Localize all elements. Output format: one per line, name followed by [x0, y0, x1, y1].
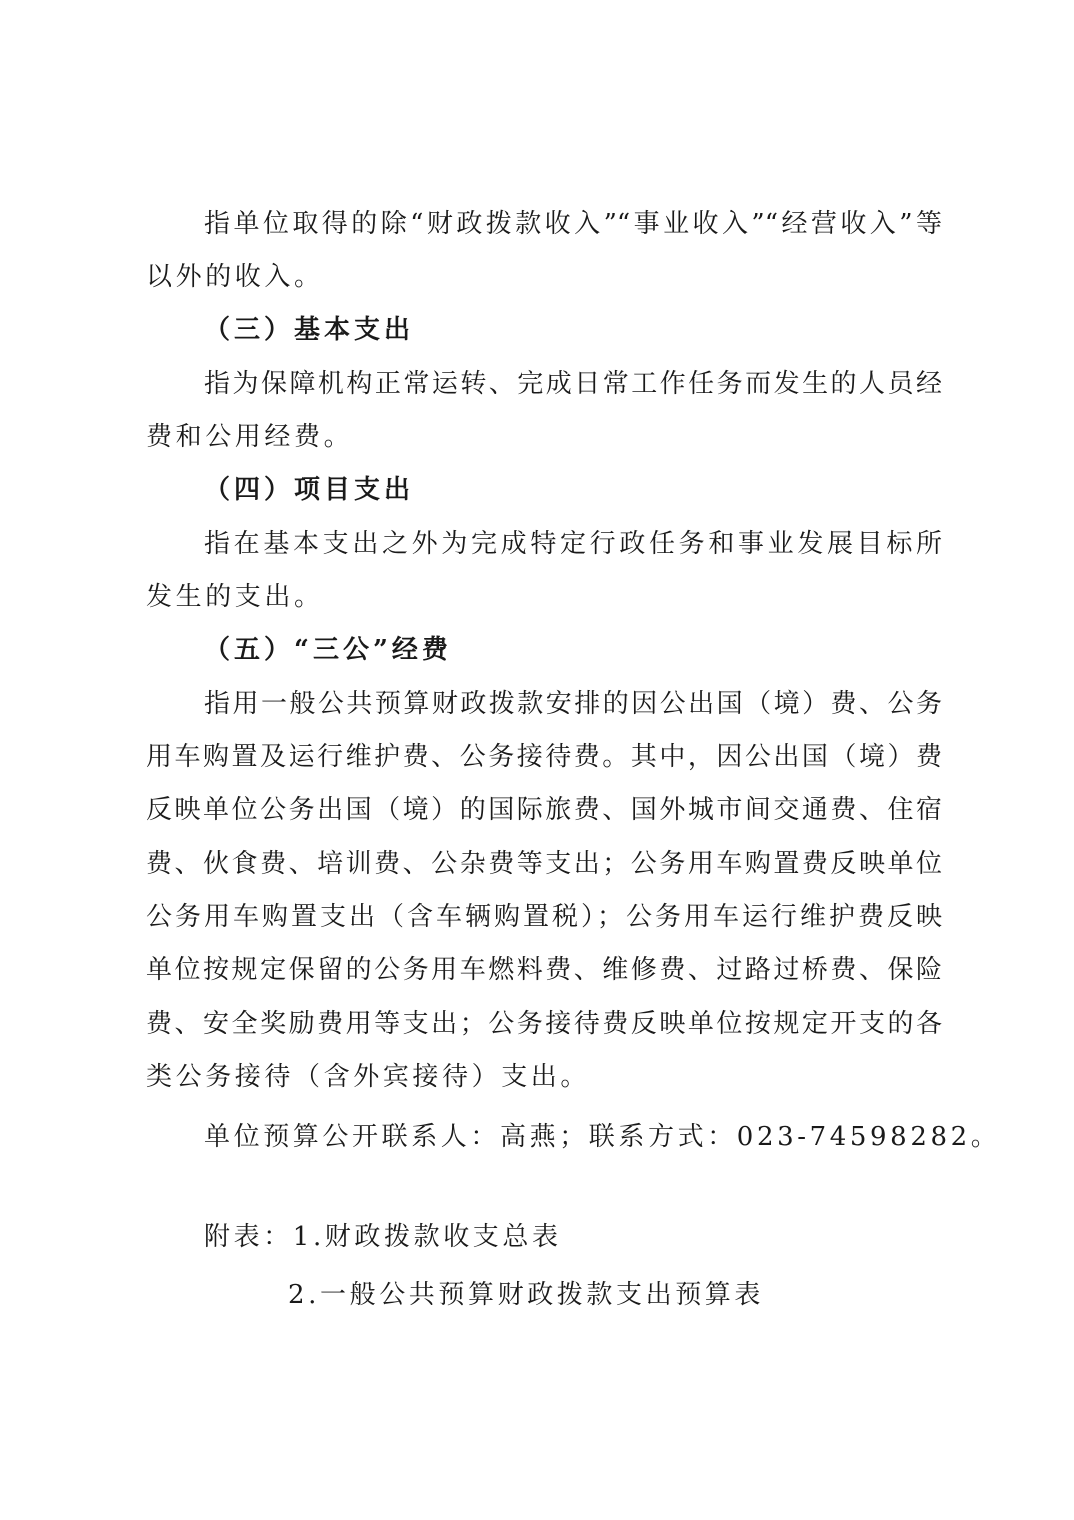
paragraph-three-public-line-4: 费、伙食费、培训费、公杂费等支出；公务用车购置费反映单位 — [146, 849, 942, 879]
paragraph-project-expenditure-line-2: 发生的支出。 — [146, 582, 324, 612]
paragraph-three-public-line-5: 公务用车购置支出（含车辆购置税）；公务用车运行维护费反映 — [146, 902, 942, 932]
paragraph-three-public-line-7: 费、安全奖励费用等支出；公务接待费反映单位按规定开支的各 — [146, 1009, 942, 1039]
appendix-item-2: 2.一般公共预算财政拨款支出预算表 — [288, 1280, 765, 1310]
paragraph-other-income-line-2: 以外的收入。 — [146, 262, 324, 292]
heading-project-expenditure: （四）项目支出 — [204, 475, 415, 505]
paragraph-three-public-line-2: 用车购置及运行维护费、公务接待费。其中，因公出国（境）费 — [146, 742, 942, 772]
paragraph-three-public-line-6: 单位按规定保留的公务用车燃料费、维修费、过路过桥费、保险 — [146, 955, 942, 985]
appendix-item-1: 附表：1.财政拨款收支总表 — [204, 1222, 562, 1252]
heading-basic-expenditure: （三）基本支出 — [204, 315, 415, 345]
paragraph-three-public-line-3: 反映单位公务出国（境）的国际旅费、国外城市间交通费、住宿 — [146, 795, 942, 825]
paragraph-three-public-line-1: 指用一般公共预算财政拨款安排的因公出国（境）费、公务 — [204, 689, 942, 719]
paragraph-three-public-line-8: 类公务接待（含外宾接待）支出。 — [146, 1062, 591, 1092]
paragraph-other-income-line-1: 指单位取得的除“财政拨款收入”“事业收入”“经营收入”等 — [204, 209, 942, 239]
contact-information: 单位预算公开联系人：高燕；联系方式：023-74598282。 — [204, 1122, 1001, 1152]
paragraph-project-expenditure-line-1: 指在基本支出之外为完成特定行政任务和事业发展目标所 — [204, 529, 942, 559]
paragraph-basic-expenditure-line-1: 指为保障机构正常运转、完成日常工作任务而发生的人员经 — [204, 369, 942, 399]
paragraph-basic-expenditure-line-2: 费和公用经费。 — [146, 422, 354, 452]
heading-three-public-expenses: （五）“三公”经费 — [204, 635, 452, 665]
